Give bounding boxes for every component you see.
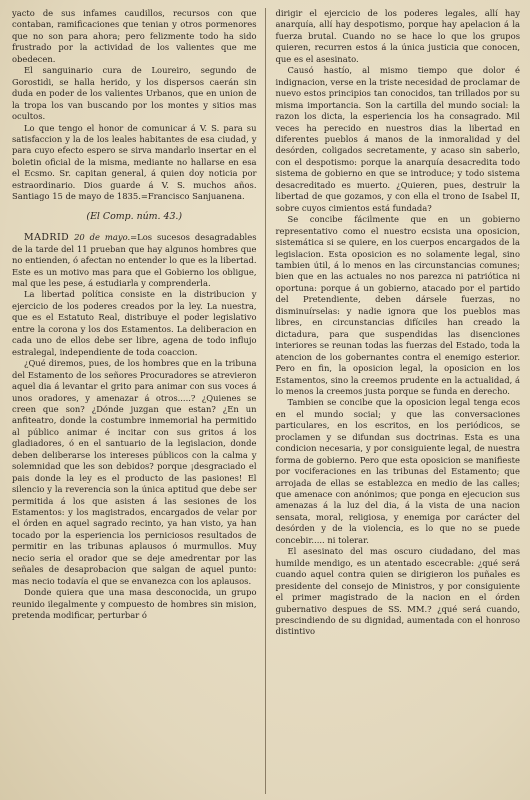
dateline-paragraph [12,232,257,289]
paragraph: dirigir el ejercicio de los poderes legales, allí hay anarquía, allí hay despotismo, porque hay apelacion á la fuerza brutal. Cuando no se hace lo que los grupos quieren, recurren estos á la única justicia que conocen, que es el asesinato. [275,8,520,64]
paragraph: El sanguinario cura de Loureiro, segundo de Gorostidi, se halla herido, y los dispersos caerán sin duda en poder de los valientes Urbanos, que en union de la tropa los van buscando por los montes y sitios mas ocultos. [12,65,257,122]
paragraph: Causó hastío, al mismo tiempo que dolor é indignacion, verse en la triste necesidad de proclamar de nuevo estos principios tan conocidos, tan trillados por su misma importancia. Son la cartilla del mundo social: la razon los dicta, la esperiencia los ha consagrado. Mil veces ha perecido en nuestros dias la libertad en diferentes pueblos á manos de la inmoralidad y del desórden, coligados secretamente, y acaso sin saberlo, con el despotismo: porque la anarquía desacredita todo sistema de gobierno en que se introduce; y todo sistema desacreditado es muerto. ¿Quieren, pues, destruir la libertad de que gozamos, y con ella el trono de Isabel II, sobre cuyos cimientos está fundada? [275,65,520,213]
paragraph: La libertad política consiste en la distribucion y ejercicio de los poderes creados por la ley. La nuestra, que es el Estatuto Real, distribuye el poder legislativo entre la corona y los dos Estamentos. La deliberacion en cada uno de ellos debe ser libre, agena de todo influjo estralegal, independiente de toda coaccion. [12,289,257,357]
paragraph: yacto de sus infames caudillos, recursos con que contaban, ramificaciones que tenian y otros pormenores que no son para ahora; pero felizmente todo ha sido frustrado por la actividad de los valientes que me obedecen. [12,8,257,64]
paragraph: Donde quiera que una masa desconocida, un grupo reunido ilegalmente y compuesto de hombres sin mision, pretenda modificar, perturbar ó [12,587,257,621]
dateline-text: =Los sucesos desagradables de la tarde del 11 prueban que hay algunos hombres que no entienden, ó afectan no entender lo que es la libertad. Este es un motivo mas para que el Gobierno los obligue, mal que les pese, á estudiarla y comprenderla. [12,232,257,288]
dateline-city: MADRID [24,232,70,244]
paragraph-signature: Lo que tengo el honor de comunicar á V. S. para su satisfaccion y la de los leales habitantes de esa ciudad, y para cuyo efecto espero se sirva mandarlo insertar en el boletin oficial de la misma, mediante no hallarse en esa el Ecsmo. Sr. capitan general, á quien doy noticia por estraordinario. Dios guarde á V. S. muchos años. Santiago 15 de mayo de 1835.=Francisco Sanjuanena. [12,122,257,202]
left-column [12,8,263,794]
two-column-layout [12,8,520,794]
paragraph: Tambien se concibe que la oposicion legal tenga ecos en el mundo social; y que las conversaciones particulares, en los escritos, en los periódicos, se proclamen y se difundan sus doctrinas. Esta es una condicion necesaria, y por consiguiente legal, de nuestra forma de gobierno. Pero que esta oposicion se manifieste por vociferaciones en las tribunas del Estamento; que arrojada de ellas se establezca en medio de las calles; que amenace con anónimos; que ponga en ejecucion sus amenazas á la luz del dia, á la vista de una nacion sensata, moral, religiosa, y enemiga por carácter del desórden y de la violencia, es lo que no se puede concebir..... ni tolerar. [275,397,520,545]
dateline-date: 20 de mayo. [74,232,131,243]
paragraph: ¿Qué diremos, pues, de los hombres que en la tribuna del Estamento de los señores Procuradores se atrevieron aquel dia á levantar el grito para animar con sus voces á unos oradores, y amenazar á otros.....? ¿Quienes se creen que son? ¿Dónde juzgan que estan? ¿En un anfiteatro, donde la costumbre inmemorial ha permitido al público animar é incitar con sus gritos á los gladiadores, ó en el santuario de la legislacion, donde deben deliberarse los intereses públicos con la calma y solemnidad que les son debidos? porque ¡desgraciado el pais donde la ley es el producto de las pasiones! El silencio y la reverencia son la única aptitud que debe ser permitida á los que asisten á las sesiones de los Estamentos: y los magistrados, encargados de velar por el órden en aquel sagrado recinto, ya han visto, ya han tocado por la esperiencia los perniciosos resultados de permitir en las tribunas aplausos ó murmullos. Muy necio seria el orador que se deje amedrentar por las señales de desaprobacion que salgan de aquel punto: mas necio todavía el que se envanezca con los aplausos. [12,358,257,586]
column-rule [265,8,266,794]
right-column [268,8,521,794]
paragraph: El asesinato del mas oscuro ciudadano, del mas humilde mendigo, es un atentado escecrable: ¿qué será cuando aquel contra quien se dirigieron los puñales es presidente del consejo de Ministros, y por consiguiente el primer magistrado de la nacion en el órden gubernativo despues de SS. MM.? ¿qué será cuando, prescindiendo de su dignidad, aumentada con el honroso distintivo [275,546,520,637]
source-note: (El Comp. núm. 43.) [86,210,183,222]
paragraph: Se concibe fácilmente que en un gobierno representativo como el nuestro ecsista una oposicion, sistemática si se quiere, en los cuerpos encargados de la legislacion. Esta oposicion es no solamente legal, sino tambien útil, á lo menos en las circunstancias comunes; bien que en las actuales no nos parezca ni patriótica ni oportuna: porque á un gobierno, atacado por el partido del Pretendiente, deben dársele fuerzas, no disminuírselas: y nadie ignora que los pueblos mas libres, en circunstancias difíciles han creado la dictadura, para que suspendidas las disenciones interiores se reunan todas las fuerzas del Estado, toda la atencion de los gobernantes contra el enemigo esterior. Pero en fin, la oposicion legal, la oposicion en los Estamentos, sino la creemos prudente en la actualidad, á lo menos la creemos justa porque se funda en derecho. [275,214,520,396]
